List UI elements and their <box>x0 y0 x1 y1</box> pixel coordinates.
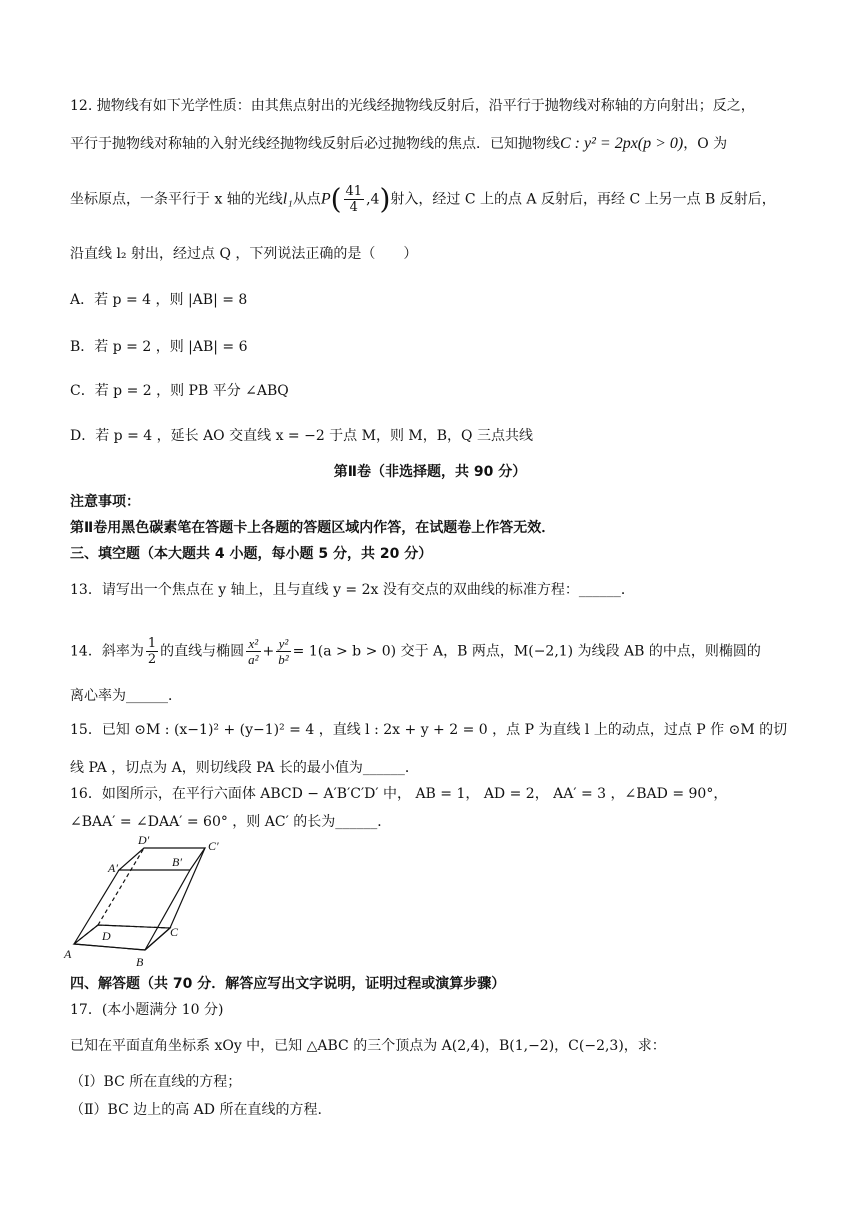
slope-fraction <box>146 636 158 667</box>
top-face <box>119 848 205 870</box>
q12-option-a: A．若 p = 4 ，则 |AB| = 8 <box>70 292 248 308</box>
ellipse-x-num: x² <box>246 636 260 652</box>
ellipse-y-den: b² <box>278 652 289 667</box>
notice-text: 第Ⅱ卷用黑色碳素笔在答题卡上各题的答题区域内作答，在试题卷上作答无效． <box>70 520 556 536</box>
ellipse-y-num: y² <box>276 636 290 652</box>
q12-line1: 12. 抛物线有如下光学性质：由其焦点射出的光线经抛物线反射后，沿平行于抛物线对称轴的方向射出；反之， <box>70 98 755 114</box>
q12-line3 <box>70 184 776 215</box>
q12-line2-tail: ，O 为 <box>683 136 728 152</box>
edge-BC <box>145 928 170 950</box>
fraction-denominator: 4 <box>349 200 358 215</box>
label-C1: C′ <box>208 839 219 853</box>
label-C: C <box>170 925 179 939</box>
slope-numerator: 1 <box>147 636 157 651</box>
base-face <box>74 925 170 950</box>
paren-left: ( <box>330 182 342 216</box>
point-P: P <box>320 190 331 208</box>
ellipse-x-den: a² <box>248 652 259 667</box>
point-P-y: ,4 <box>366 191 380 208</box>
q17-stem: 已知在平面直角坐标系 xOy 中，已知 △ABC 的三个顶点为 A(2,4)，B(1,−2)，C(−2,3)，求： <box>70 1038 666 1054</box>
q12-option-d: D．若 p = 4 ，延长 AO 交直线 x = −2 于点 M，则 M，B，Q 三点共线 <box>70 428 533 444</box>
label-B: B <box>136 955 144 969</box>
paren-right: ) <box>379 182 391 216</box>
label-A: A <box>64 947 72 961</box>
edge-AA1 <box>74 870 119 944</box>
fraction-41-4 <box>344 184 365 215</box>
q12-line3-text: 坐标原点，一条平行于 x 轴的光线 <box>70 191 283 208</box>
q14-text-ellipse: 的直线与椭圆 <box>160 643 245 660</box>
parallelepiped-figure <box>62 832 232 972</box>
q12-line3-from: 从点 <box>292 191 321 208</box>
q15-line1: 15．已知 ⊙M : (x−1)² + (y−1)² = 4 ，直线 l : 2x + y + 2 = 0 ，点 P 为直线 l 上的动点，过点 P 作 ⊙M 的切 <box>70 722 788 738</box>
q14-text: 14．斜率为 <box>70 643 144 660</box>
label-D: D <box>102 929 111 943</box>
q17-heading: 17．(本小题满分 10 分) <box>70 1002 224 1018</box>
section4-title: 四、解答题（共 70 分．解答应写出文字说明，证明过程或演算步骤） <box>70 976 506 992</box>
part2-title: 第Ⅱ卷（非选择题，共 90 分） <box>333 464 527 480</box>
parabola-equation: C : y² = 2px(p > 0) <box>560 135 684 152</box>
q17-part2: （Ⅱ）BC 边上的高 AD 所在直线的方程. <box>70 1102 322 1118</box>
q12-line2 <box>70 134 727 154</box>
edge-DD1-dashed <box>98 848 144 925</box>
ellipse-plus: + <box>262 643 275 660</box>
q16-line1: 16．如图所示，在平行六面体 ABCD − A′B′C′D′ 中， AB = 1， AD = 2， AA′ = 3 ，∠BAD = 90°， <box>70 786 728 802</box>
label-D1: D′ <box>138 833 150 847</box>
q12-line2-text: 平行于抛物线对称轴的入射光线经抛物线反射后必过抛物线的焦点．已知抛物线 <box>70 136 560 152</box>
ellipse-term-x <box>246 636 260 667</box>
line-l1: l₁ <box>282 190 293 208</box>
q15-line2: 线 PA ，切点为 A，则切线段 PA 长的最小值为______． <box>70 760 419 776</box>
label-B1: B′ <box>172 855 182 869</box>
q14-text-tail: = 1(a > b > 0) 交于 A，B 两点，M(−2,1) 为线段 AB 的中点，则椭圆的 <box>292 643 761 660</box>
notice-heading: 注意事项： <box>70 494 140 510</box>
q12-line3-tail: 射入，经过 C 上的点 A 反射后，再经 C 上另一点 B 反射后， <box>390 191 776 208</box>
q13: 13．请写出一个焦点在 y 轴上，且与直线 y = 2x 没有交点的双曲线的标准方程：______． <box>70 582 635 598</box>
ellipse-term-y <box>276 636 290 667</box>
q14-line2: 离心率为______． <box>70 688 182 704</box>
slope-denominator: 2 <box>147 652 157 667</box>
q12-option-b: B．若 p = 2 ，则 |AB| = 6 <box>70 339 248 355</box>
q14-line1 <box>70 636 761 667</box>
q17-part1: （Ⅰ）BC 所在直线的方程； <box>70 1074 242 1090</box>
edge-BB1 <box>145 870 190 950</box>
edge-AB <box>74 944 145 950</box>
q12-line4: 沿直线 l₂ 射出，经过点 Q ，下列说法正确的是（ ） <box>70 246 418 262</box>
section3-title: 三、填空题（本大题共 4 小题，每小题 5 分，共 20 分） <box>70 546 433 562</box>
label-A1: A′ <box>108 861 118 875</box>
q12-option-c: C．若 p = 2 ，则 PB 平分 ∠ABQ <box>70 383 289 399</box>
fraction-numerator: 41 <box>345 184 363 199</box>
q16-line2: ∠BAA′ = ∠DAA′ = 60° ，则 AC′ 的长为______． <box>70 814 392 830</box>
